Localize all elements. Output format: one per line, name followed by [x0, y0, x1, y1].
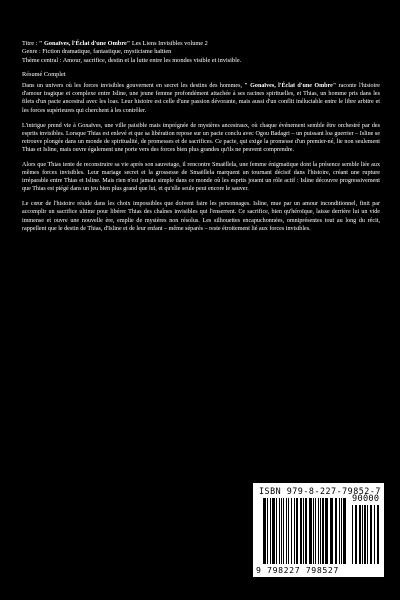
barcode-bar	[330, 498, 333, 564]
summary-paragraph-3: Alors que Thias tente de reconstruire sa vie après son sauvetage, il rencontre Smaëllela, une femme énigmatique dont la présence semble liée aux mêmes forces invisibles. Leur mariage secret et la grossesse de Smaëllela marquent un tournant décisif dans l'histoire, créant une rupture irréparable entre Thias et Isline. Mais rien n'est jamais simple dans ce monde où les esprits jouent un rôle actif : Isline découvre progressivement que Thias est piégé dans un jeu bien plus grand que lui, et qu'elle seule peut encore le sauver.	[22, 161, 380, 193]
barcode-bar	[335, 498, 337, 564]
addon-barcode-bar	[374, 505, 375, 564]
barcode-bar	[343, 498, 346, 564]
barcode-bar	[300, 498, 302, 564]
barcode-bar	[294, 498, 295, 564]
barcode-digits: 9 798227 798527	[256, 565, 339, 575]
barcode-bar	[325, 498, 328, 564]
barcode-bar	[291, 498, 292, 564]
title-name: " Gonaïves, l'Éclat d'une Ombre"	[38, 40, 131, 47]
barcode-bar	[270, 498, 271, 564]
barcode-bar	[272, 498, 275, 564]
title-series: Les Liens Invisibles volume 2	[130, 40, 208, 47]
barcode-bar	[288, 498, 289, 564]
addon-barcode-bars	[352, 505, 380, 564]
addon-barcode-bar	[352, 505, 353, 564]
barcode-bar	[322, 498, 324, 564]
addon-barcode-bar	[367, 505, 368, 564]
barcode-bar	[279, 498, 280, 564]
barcode-bar	[315, 498, 316, 564]
barcode-bar	[303, 498, 304, 564]
barcode-bar	[276, 498, 277, 564]
barcode-bar	[296, 498, 298, 564]
barcode-bar	[281, 498, 282, 564]
isbn-barcode	[253, 483, 384, 577]
p1-after: raconte l'histoire d'amour tragique et complexe entre Isline, une jeune femme profondément attachée à ses racines spirituelles, et Thias, un homme pris dans les filets d'un pacte ancestral avec les loas. Leur histoire est celle d'une passion dévorante, mais aussi d'un conflit inéluctable entre le libre arbitre et les forces supérieures qui cherchent à les contrôler.	[22, 83, 381, 114]
addon-barcode-bar	[359, 505, 361, 564]
p1-before: Dans un univers où les forces invisibles gouvernent en secret les destins des hommes,	[22, 83, 245, 90]
barcode-bar	[318, 498, 319, 564]
book-metadata	[22, 40, 380, 65]
back-cover-text	[22, 40, 380, 240]
summary-paragraph-2: L'intrigue prend vie à Gonaïves, une ville paisible mais imprégnée de mystères ancestraux, où chaque événement semble être orchestré par des esprits invisibles. Lorsque Thias est enlevé et que sa libération repose sur un pacte conclu avec Ogou Badagri – un puissant loa guerrier – Isline se retrouve plongée dans un monde de spiritualité, de promesses et de sacrifices. Ce pacte, qui exige la promesse d'un premier-né, lie non seulement Thias et Isline, mais ouvre également une porte vers des forces bien plus grandes qu'ils ne peuvent comprendre.	[22, 122, 380, 153]
addon-barcode-bar	[362, 505, 363, 564]
barcode-bar	[263, 498, 266, 564]
barcode-bar	[286, 498, 287, 564]
barcode-bar	[339, 498, 340, 564]
barcode-bar	[283, 498, 284, 564]
summary-heading: Résumé Complet	[22, 71, 66, 79]
barcode-bar	[313, 498, 314, 564]
addon-barcode-bar	[355, 505, 357, 564]
title-line	[22, 40, 380, 48]
isbn-number: ISBN 979-8-227-79852-7	[259, 486, 381, 496]
barcode-bar	[267, 498, 268, 564]
title-label: Titre :	[22, 40, 39, 47]
summary-paragraph-4: Le cœur de l'histoire réside dans les choix impossibles que doivent faire les personnages. Isline, mue par un amour inconditionnel, finit par accomplir un sacrifice ultime pour libérer Thias des chaînes invisibles qui l'enserrent. Ce sacrifice, bien qu'héroïque, laisse derrière lui un vide immense et ouvre une nouvelle ère, emplie de mystères non résolus. Les silhouettes encapuchonnées, omniprésentes tout au long du récit, rappellent que le destin de Thias, d'Isline et de leur enfant – même séparés – reste étroitement lié aux forces invisibles.	[22, 201, 380, 232]
barcode-bar	[309, 498, 312, 564]
addon-barcode-bar	[370, 505, 372, 564]
barcode-bar	[320, 498, 321, 564]
genre-line: Genre : Fiction dramatique, fantastique, mysticisme haïtien	[22, 48, 172, 56]
barcode-bars	[263, 498, 349, 564]
barcode-bar	[341, 498, 342, 564]
price-addon-number: 90000	[352, 494, 380, 504]
theme-line: Thème central : Amour, sacrifice, destin et la lutte entre les mondes visible et invisible.	[22, 56, 242, 64]
p1-title: " Gonaïves, l'Éclat d'une Ombre"	[244, 83, 337, 90]
addon-barcode-bar	[377, 505, 379, 564]
addon-barcode-bar	[364, 505, 366, 564]
summary-paragraph-1	[22, 82, 380, 114]
barcode-bar	[305, 498, 307, 564]
